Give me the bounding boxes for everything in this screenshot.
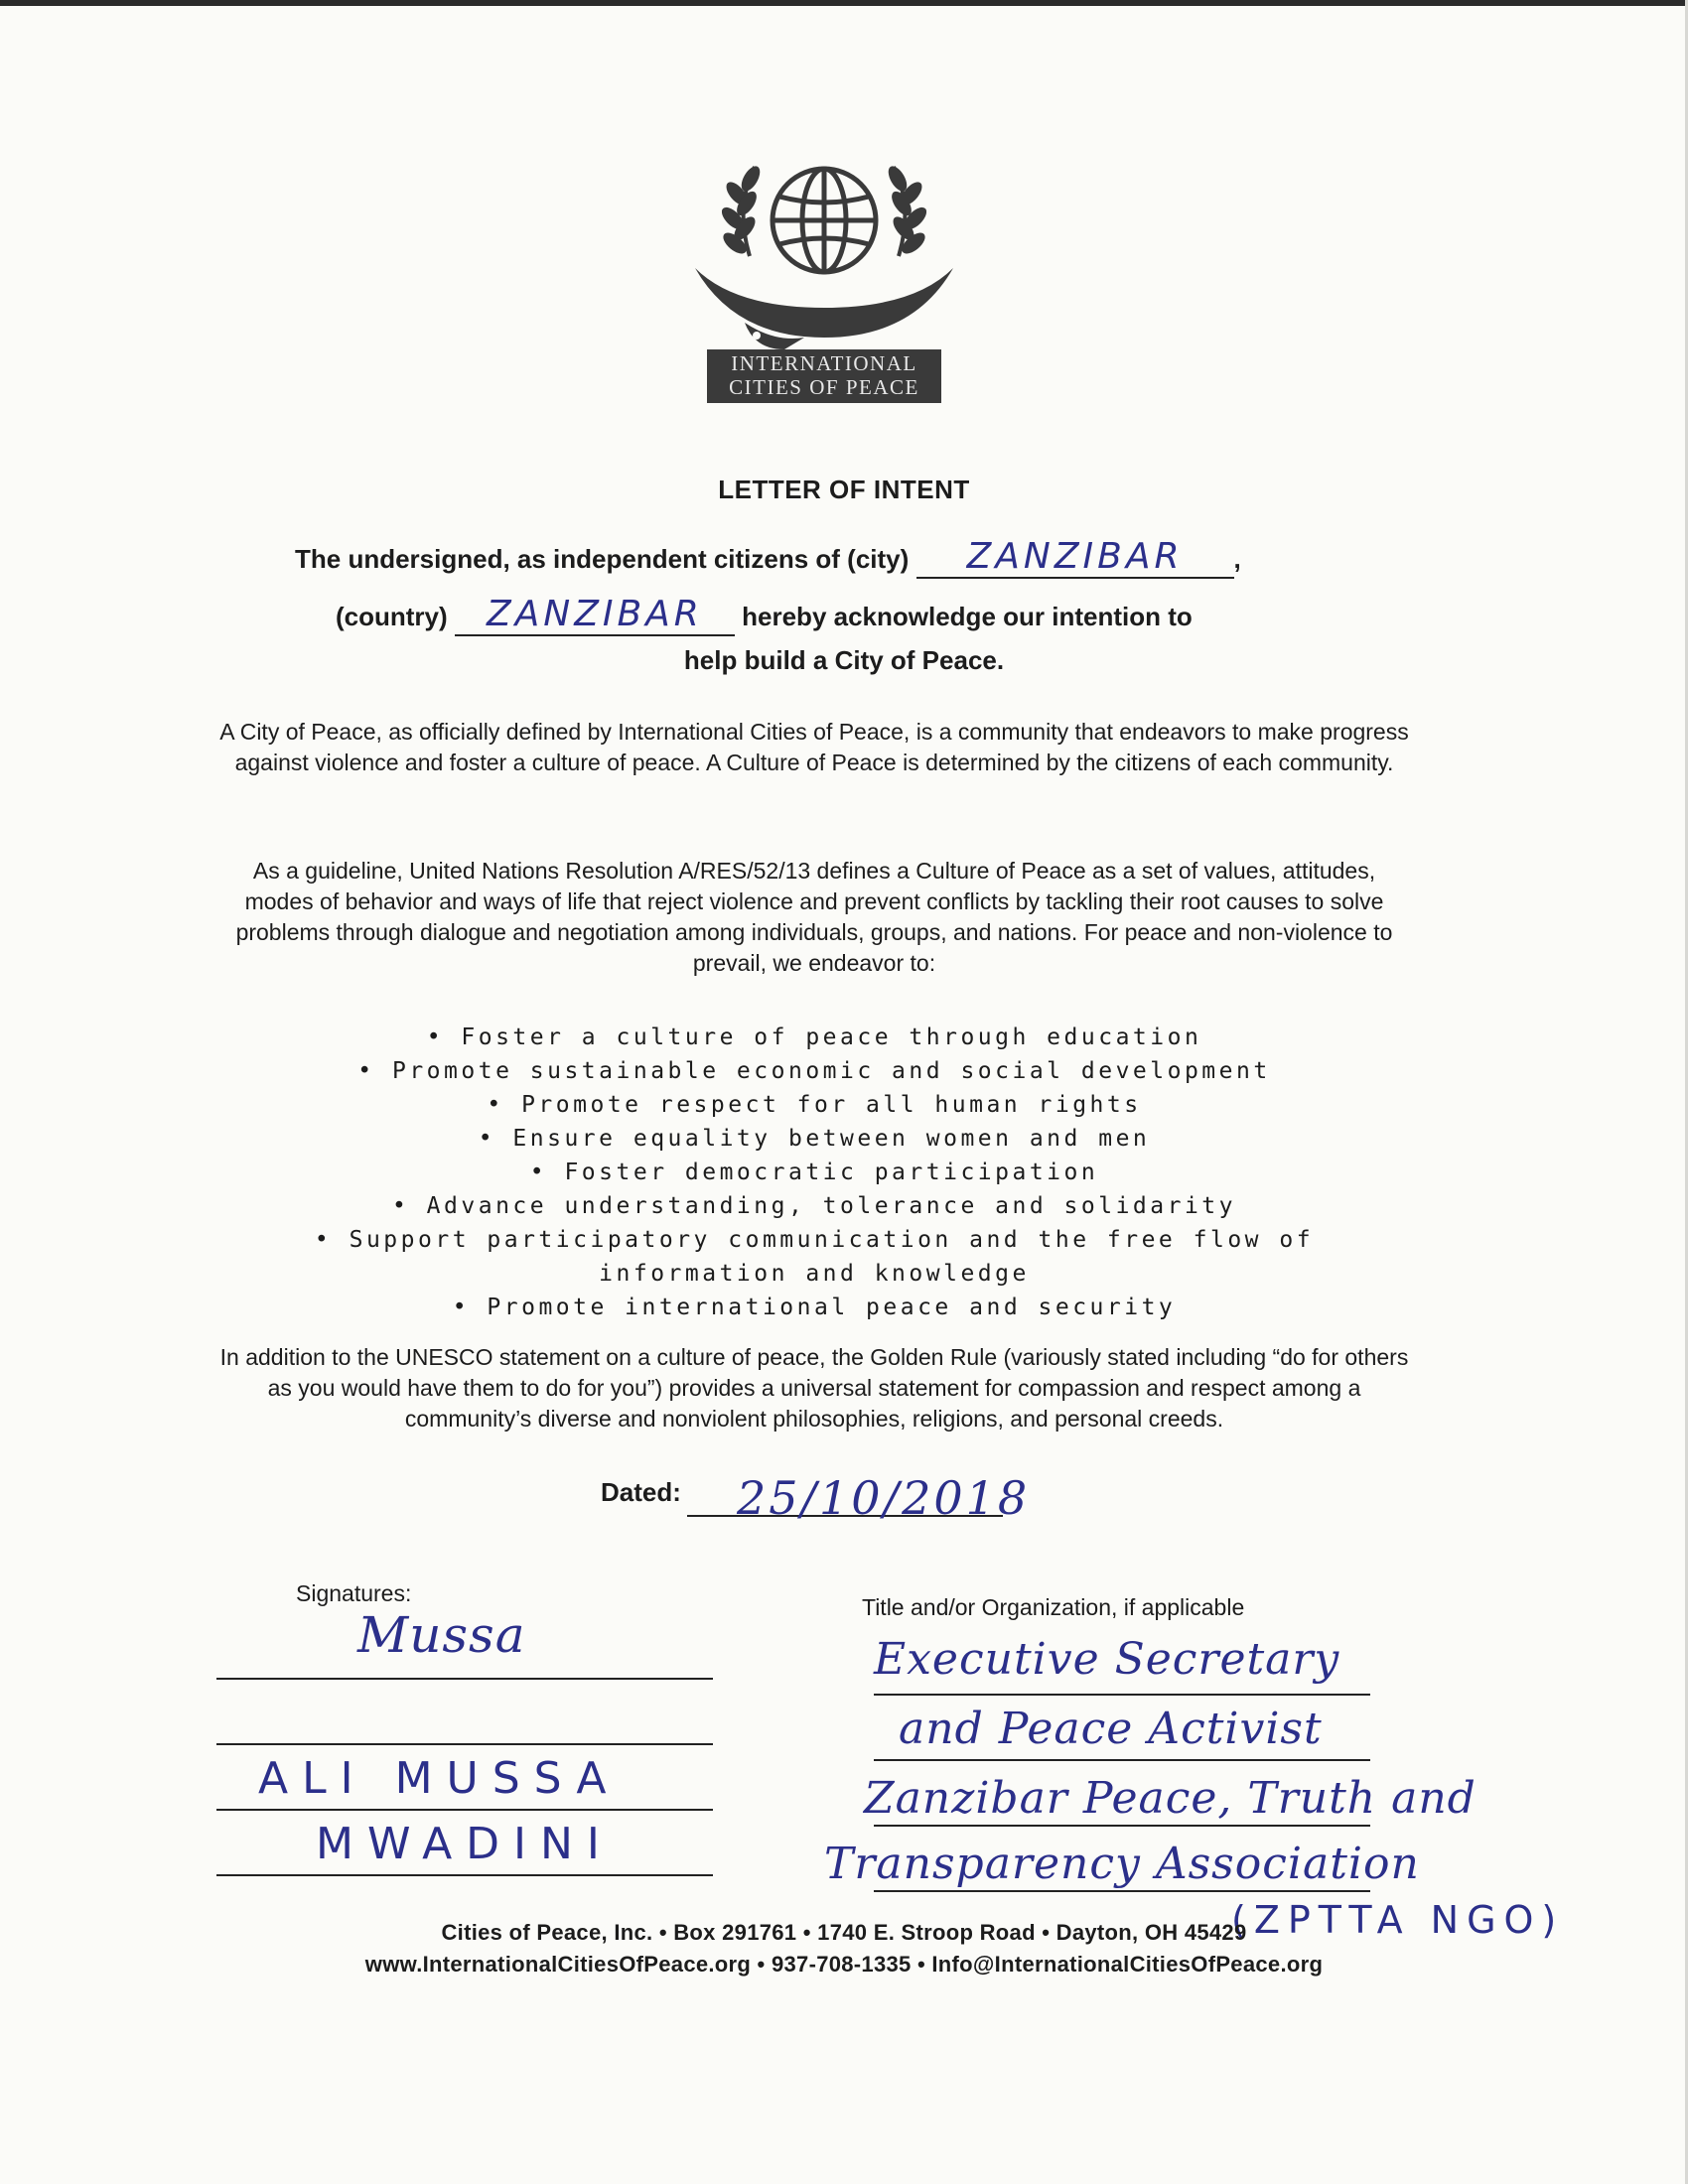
organization-underline-4[interactable] xyxy=(874,1890,1370,1892)
footer-address: Cities of Peace, Inc. • Box 291761 • 1740 E. Stroop Road • Dayton, OH 45429 xyxy=(441,1920,1247,1945)
intro-line-2 xyxy=(336,594,1193,636)
signature-handwritten: Mussa xyxy=(357,1606,526,1664)
signer-name-line-1: ALI MUSSA xyxy=(258,1753,621,1804)
intro-text-1: The undersigned, as independent citizens of (city) xyxy=(295,544,910,574)
signatures-label: Signatures: xyxy=(296,1580,412,1606)
letter-title: LETTER OF INTENT xyxy=(718,475,970,504)
list-item: • Foster democratic participation xyxy=(529,1160,1099,1185)
organization-line-3: Zanzibar Peace, Truth and xyxy=(864,1773,1477,1824)
signature-line-2[interactable] xyxy=(216,1743,713,1745)
intro-comma: , xyxy=(1233,544,1241,574)
list-item: • Promote international peace and security xyxy=(452,1295,1177,1320)
organization-line-5: (ZPTTA NGO) xyxy=(1231,1898,1565,1942)
organization-line-2: and Peace Activist xyxy=(899,1704,1323,1754)
country-label: (country) xyxy=(336,602,448,631)
dated-value: 25/10/2018 xyxy=(737,1471,1031,1525)
organization-line-4: Transparency Association xyxy=(824,1839,1420,1889)
list-item: • Promote sustainable economic and social development xyxy=(357,1058,1271,1084)
country-field[interactable] xyxy=(455,594,735,636)
intro-line-1 xyxy=(295,536,1241,579)
list-item: • Foster a culture of peace through education xyxy=(426,1024,1202,1050)
footer-contact: www.InternationalCitiesOfPeace.org • 937-708-1335 • Info@InternationalCitiesOfPeace.org xyxy=(364,1952,1324,1977)
signature-line-3[interactable] xyxy=(216,1809,713,1811)
culture-of-peace-list xyxy=(228,1021,1400,1324)
intro-line-3: help build a City of Peace. xyxy=(683,645,1005,675)
signature-line-1[interactable] xyxy=(216,1678,713,1680)
list-item: • Support participatory communication and the free flow of information and knowledge xyxy=(314,1227,1315,1287)
logo-line-1: INTERNATIONAL xyxy=(731,351,917,375)
paragraph-definition: A City of Peace, as officially defined by International Cities of Peace, is a community that endeavors to make progress against violence and foster a culture of peace. A Culture of Peace is determined by the citizens of each community. xyxy=(219,719,1409,775)
list-item: • Advance understanding, tolerance and solidarity xyxy=(391,1193,1236,1219)
signature-line-4[interactable] xyxy=(216,1874,713,1876)
list-item: • Promote respect for all human rights xyxy=(487,1092,1142,1118)
logo-wordmark xyxy=(707,349,941,403)
organization-underline-2[interactable] xyxy=(874,1759,1370,1761)
organization-label: Title and/or Organization, if applicable xyxy=(862,1594,1245,1620)
city-value: ZANZIBAR xyxy=(966,536,1184,577)
paragraph-golden-rule: In addition to the UNESCO statement on a culture of peace, the Golden Rule (variously stated including “do for others as you would have them to do for you”) provides a universal statement for compassion and respect among a community’s diverse and nonviolent philosophies, religions, and personal creeds. xyxy=(219,1344,1409,1432)
organization-underline-1[interactable] xyxy=(874,1694,1370,1696)
organization-line-1: Executive Secretary xyxy=(874,1634,1340,1685)
country-value: ZANZIBAR xyxy=(486,594,703,634)
intro-text-2: hereby acknowledge our intention to xyxy=(742,602,1193,631)
logo-line-2: CITIES OF PEACE xyxy=(729,375,919,399)
paragraph-guideline: As a guideline, United Nations Resolution A/RES/52/13 defines a Culture of Peace as a set of values, attitudes, modes of behavior and ways of life that reject violence and prevent conflicts by tackling their root causes to solve problems through dialogue and negotiation among individuals, groups, and nations. For peace and non-violence to prevail, we endeavor to: xyxy=(235,858,1393,976)
city-field[interactable] xyxy=(916,536,1234,579)
signer-name-line-2: MWADINI xyxy=(316,1819,614,1869)
dated-label: Dated: xyxy=(601,1477,681,1507)
list-item: • Ensure equality between women and men xyxy=(478,1126,1151,1152)
organization-underline-3[interactable] xyxy=(874,1825,1370,1827)
scan-edge-top xyxy=(0,0,1688,6)
